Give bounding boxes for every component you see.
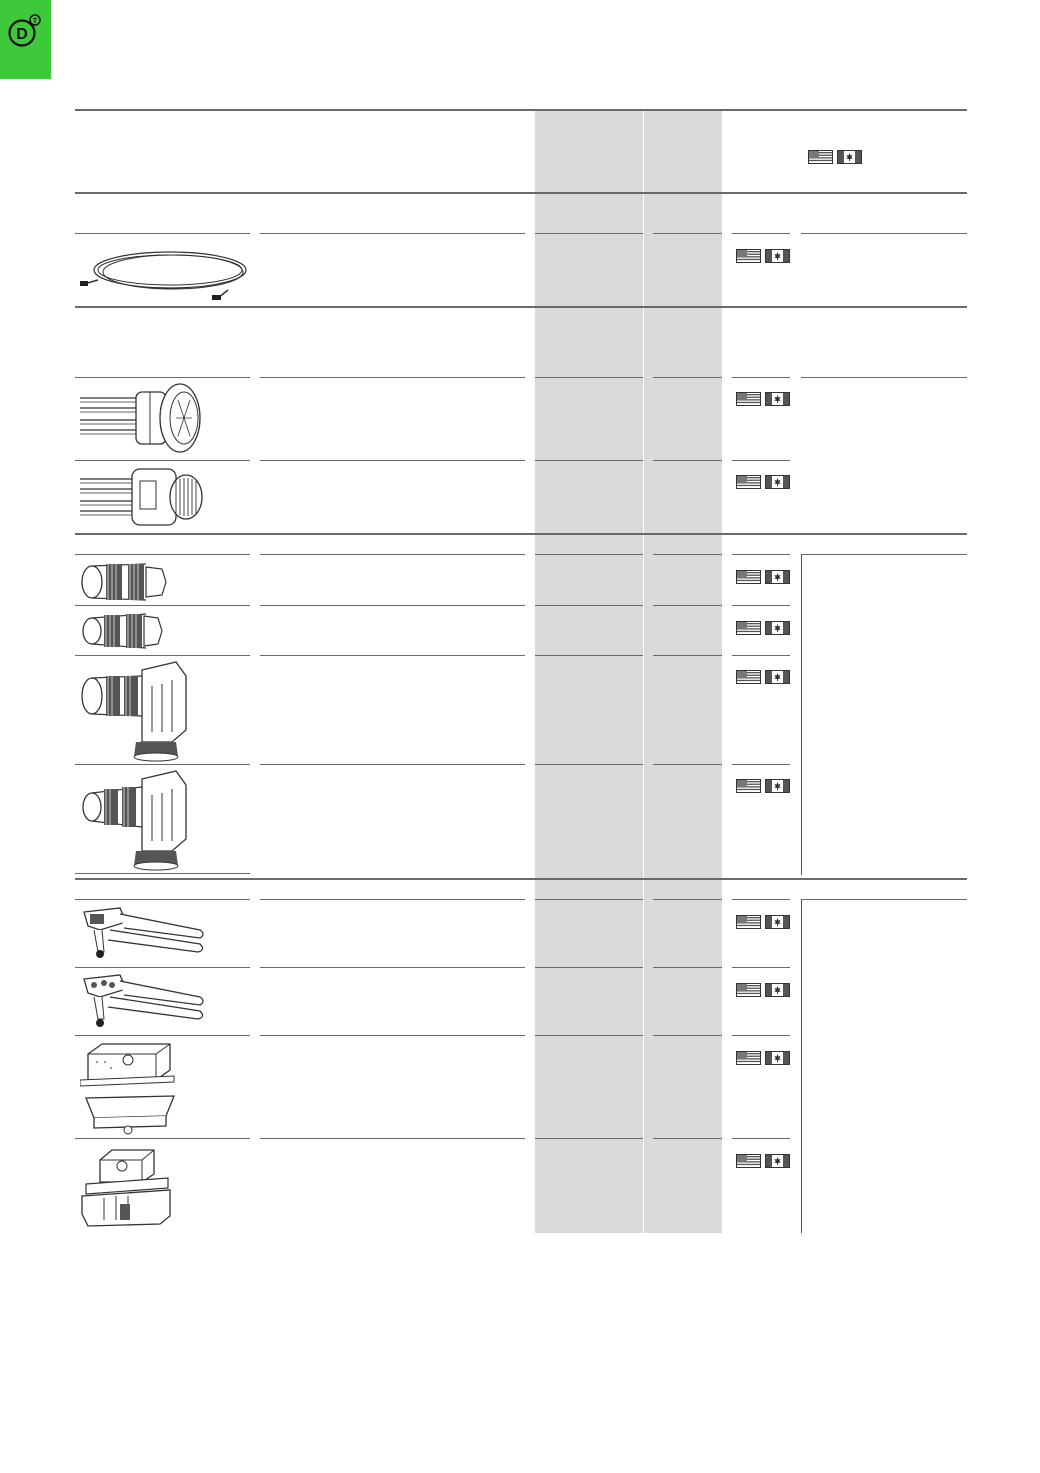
straight-connector-male-icon — [80, 609, 172, 653]
canada-flag-icon — [765, 1154, 790, 1168]
flag-badge — [736, 392, 792, 406]
row-rule — [653, 764, 722, 765]
us-flag-icon — [736, 392, 761, 406]
flag-badge — [736, 915, 792, 929]
canada-flag-icon — [765, 475, 790, 489]
group-rule — [75, 306, 967, 308]
row-rule — [75, 1138, 250, 1139]
flag-badge — [736, 249, 792, 263]
straight-connector-female-icon — [80, 559, 172, 605]
flag-badge — [736, 1154, 792, 1168]
row-rule — [653, 1035, 722, 1036]
group-rule — [75, 533, 967, 535]
us-flag-icon — [736, 915, 761, 929]
row-rule — [535, 967, 643, 968]
flag-badge — [736, 475, 792, 489]
us-flag-icon — [736, 1154, 761, 1168]
locator-die-icon — [80, 1144, 176, 1230]
row-rule — [535, 233, 643, 234]
row-rule — [732, 1138, 790, 1139]
flag-badge — [736, 670, 792, 684]
row-rule — [801, 233, 967, 234]
row-rule — [535, 764, 643, 765]
row-rule — [260, 764, 525, 765]
row-rule — [732, 377, 790, 378]
us-flag-icon — [736, 779, 761, 793]
canada-flag-icon — [765, 670, 790, 684]
us-flag-icon — [736, 1051, 761, 1065]
row-rule — [75, 377, 250, 378]
canada-flag-icon — [765, 1051, 790, 1065]
row-rule — [260, 967, 525, 968]
row-rule — [653, 967, 722, 968]
row-rule — [75, 655, 250, 656]
row-rule — [732, 967, 790, 968]
row-rule — [732, 460, 790, 461]
row-rule — [653, 377, 722, 378]
us-flag-icon — [736, 621, 761, 635]
row-rule — [653, 554, 722, 555]
row-rule — [653, 1138, 722, 1139]
flag-badge — [736, 621, 792, 635]
row-rule — [260, 554, 525, 555]
crimp-tool-icon — [80, 904, 210, 966]
row-rule — [732, 1035, 790, 1036]
row-rule — [732, 233, 790, 234]
row-rule — [260, 899, 525, 900]
row-rule — [535, 655, 643, 656]
row-rule — [535, 1035, 643, 1036]
row-rule — [535, 377, 643, 378]
row-rule — [75, 460, 250, 461]
svg-text:D: D — [16, 26, 28, 43]
cable-assembly-icon — [78, 240, 253, 304]
row-rule — [260, 377, 525, 378]
right-angle-connector-male-icon — [80, 769, 195, 871]
canada-flag-icon — [765, 249, 790, 263]
row-rule — [653, 605, 722, 606]
us-flag-icon — [736, 570, 761, 584]
row-rule — [653, 899, 722, 900]
row-rule — [732, 554, 790, 555]
us-flag-icon — [736, 249, 761, 263]
panel-receptacle-front-icon — [80, 380, 205, 458]
flag-badge — [736, 779, 792, 793]
column-divider — [801, 554, 802, 875]
row-rule — [75, 899, 250, 900]
row-rule — [801, 377, 967, 378]
d-logo-icon — [7, 12, 43, 52]
row-rule — [732, 605, 790, 606]
row-rule — [75, 1035, 250, 1036]
logo-tab — [0, 0, 51, 79]
us-flag-icon — [736, 983, 761, 997]
row-rule — [260, 605, 525, 606]
row-rule — [535, 605, 643, 606]
row-rule — [653, 460, 722, 461]
canada-flag-icon — [837, 150, 862, 164]
row-rule — [75, 233, 250, 234]
canada-flag-icon — [765, 570, 790, 584]
row-rule — [801, 554, 967, 555]
row-rule — [260, 1035, 525, 1036]
header-bottom-rule — [75, 192, 967, 194]
svg-text:T: T — [32, 18, 38, 25]
canada-flag-icon — [765, 915, 790, 929]
crimp-tool-alt-icon — [80, 971, 210, 1033]
row-rule — [75, 554, 250, 555]
row-rule — [535, 460, 643, 461]
row-rule — [535, 1138, 643, 1139]
column-divider — [801, 899, 802, 1233]
header-top-rule — [75, 109, 967, 111]
header-flag-badge — [808, 150, 864, 164]
row-rule — [801, 899, 967, 900]
row-rule — [75, 967, 250, 968]
flag-badge — [736, 570, 792, 584]
canada-flag-icon — [765, 392, 790, 406]
us-flag-icon — [736, 670, 761, 684]
row-rule — [75, 605, 250, 606]
row-rule — [260, 233, 525, 234]
row-rule — [260, 460, 525, 461]
row-rule — [653, 233, 722, 234]
row-rule — [260, 1138, 525, 1139]
row-rule — [653, 655, 722, 656]
canada-flag-icon — [765, 983, 790, 997]
canada-flag-icon — [765, 621, 790, 635]
flag-badge — [736, 1051, 792, 1065]
group-rule — [75, 878, 967, 880]
flag-badge — [736, 983, 792, 997]
row-rule — [732, 655, 790, 656]
row-rule — [732, 899, 790, 900]
row-rule — [535, 899, 643, 900]
us-flag-icon — [736, 475, 761, 489]
row-rule — [75, 873, 250, 874]
panel-receptacle-rear-icon — [80, 463, 205, 531]
die-set-icon — [80, 1040, 180, 1136]
row-rule — [75, 764, 250, 765]
right-angle-connector-female-icon — [80, 660, 195, 762]
shaded-column-a — [535, 110, 643, 1233]
shaded-column-b — [644, 110, 722, 1233]
row-rule — [260, 655, 525, 656]
canada-flag-icon — [765, 779, 790, 793]
row-rule — [535, 554, 643, 555]
row-rule — [732, 764, 790, 765]
us-flag-icon — [808, 150, 833, 164]
